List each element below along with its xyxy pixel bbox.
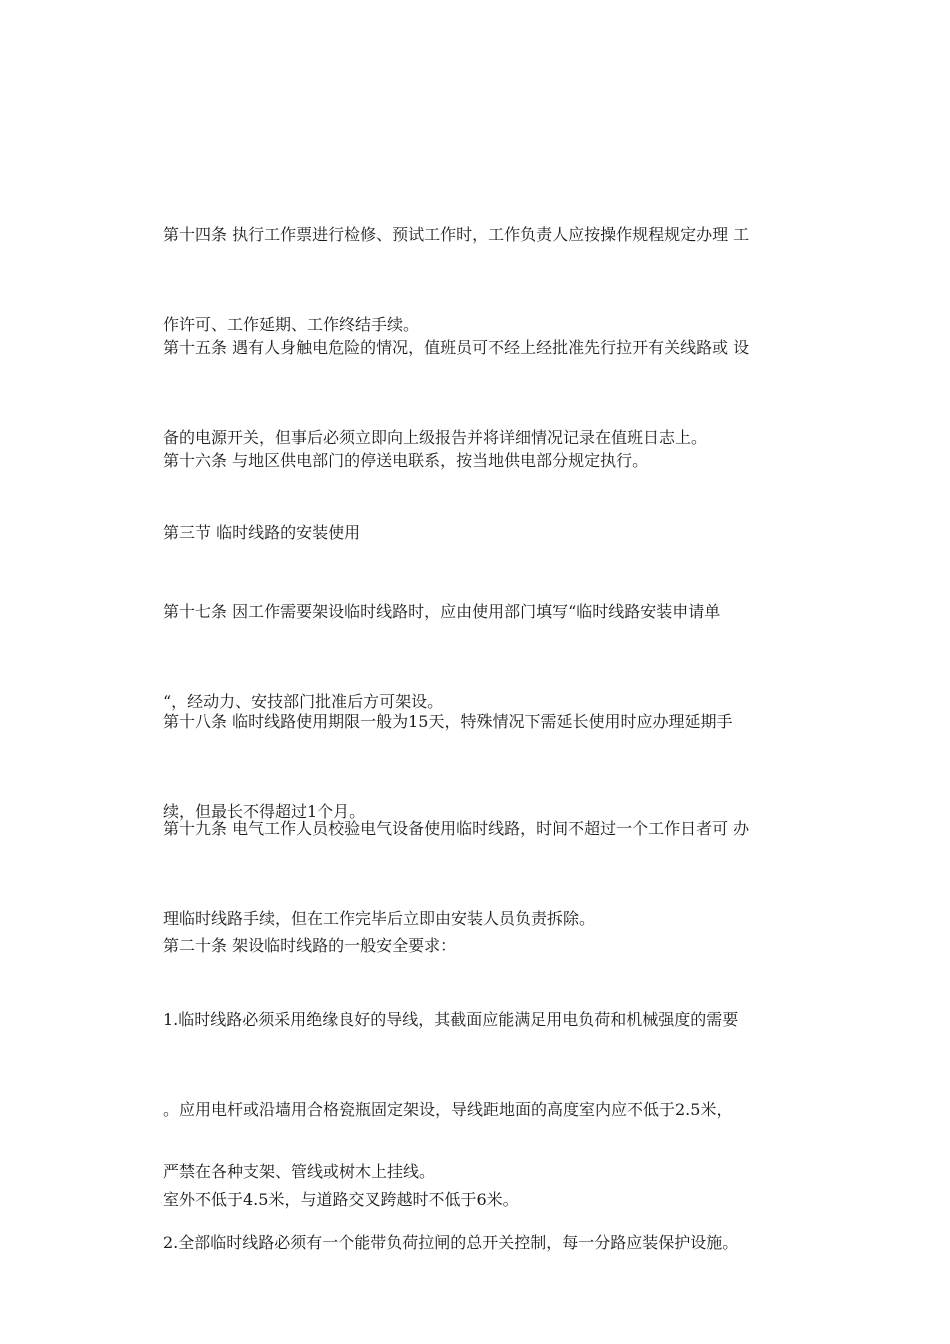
- paragraph-line: 室外不低于4.5米，与道路交叉跨越时不低于6米。: [163, 1190, 519, 1209]
- paragraph-line: 1.临时线路必须采用绝缘良好的导线，其截面应能满足用电负荷和机械强度的需要: [163, 1010, 739, 1029]
- paragraph-line: 第十六条 与地区供电部门的停送电联系，按当地供电部分规定执行。: [163, 451, 649, 470]
- paragraph-line: 严禁在各种支架、管线或树木上挂线。: [163, 1162, 436, 1181]
- paragraph-line: 第二十条 架设临时线路的一般安全要求：: [163, 936, 457, 955]
- paragraph-line: “，经动力、安技部门批准后方可架设。: [163, 692, 444, 711]
- paragraph-line: 第十八条 临时线路使用期限一般为15天，特殊情况下需延长使用时应办理延期手: [163, 712, 733, 731]
- paragraph-line: 备的电源开关，但事后必须立即向上级报告并将详细情况记录在值班日志上。: [163, 428, 708, 447]
- paragraph-line: 第十七条 因工作需要架设临时线路时，应由使用部门填写“临时线路安装申请单: [163, 602, 721, 621]
- paragraph-line: 第十九条 电气工作人员校验电气设备使用临时线路，时间不超过一个工作日者可 办: [163, 819, 750, 838]
- paragraph-requirement-2: [163, 1168, 738, 1318]
- paragraph-line: 2.全部临时线路必须有一个能带负荷拉闸的总开关控制，每一分路应装保护设施。: [163, 1233, 739, 1252]
- paragraph-line: 作许可、工作延期、工作终结手续。: [163, 315, 420, 334]
- paragraph-line: 第三节 临时线路的安装使用: [163, 523, 361, 542]
- paragraph-line: 第十四条 执行工作票进行检修、预试工作时，工作负责人应按操作规程规定办理 工: [163, 225, 750, 244]
- paragraph-line: 续，但最长不得超过1个月。: [163, 802, 366, 821]
- paragraph-line: 。应用电杆或沿墙用合格瓷瓶固定架设，导线距地面的高度室内应不低于2.5米，: [163, 1100, 733, 1119]
- paragraph-line: 第十五条 遇有人身触电危险的情况，值班员可不经上经批准先行拉开有关线路或 设: [163, 338, 750, 357]
- paragraph-line: 理临时线路手续，但在工作完毕后立即由安装人员负责拆除。: [163, 909, 596, 928]
